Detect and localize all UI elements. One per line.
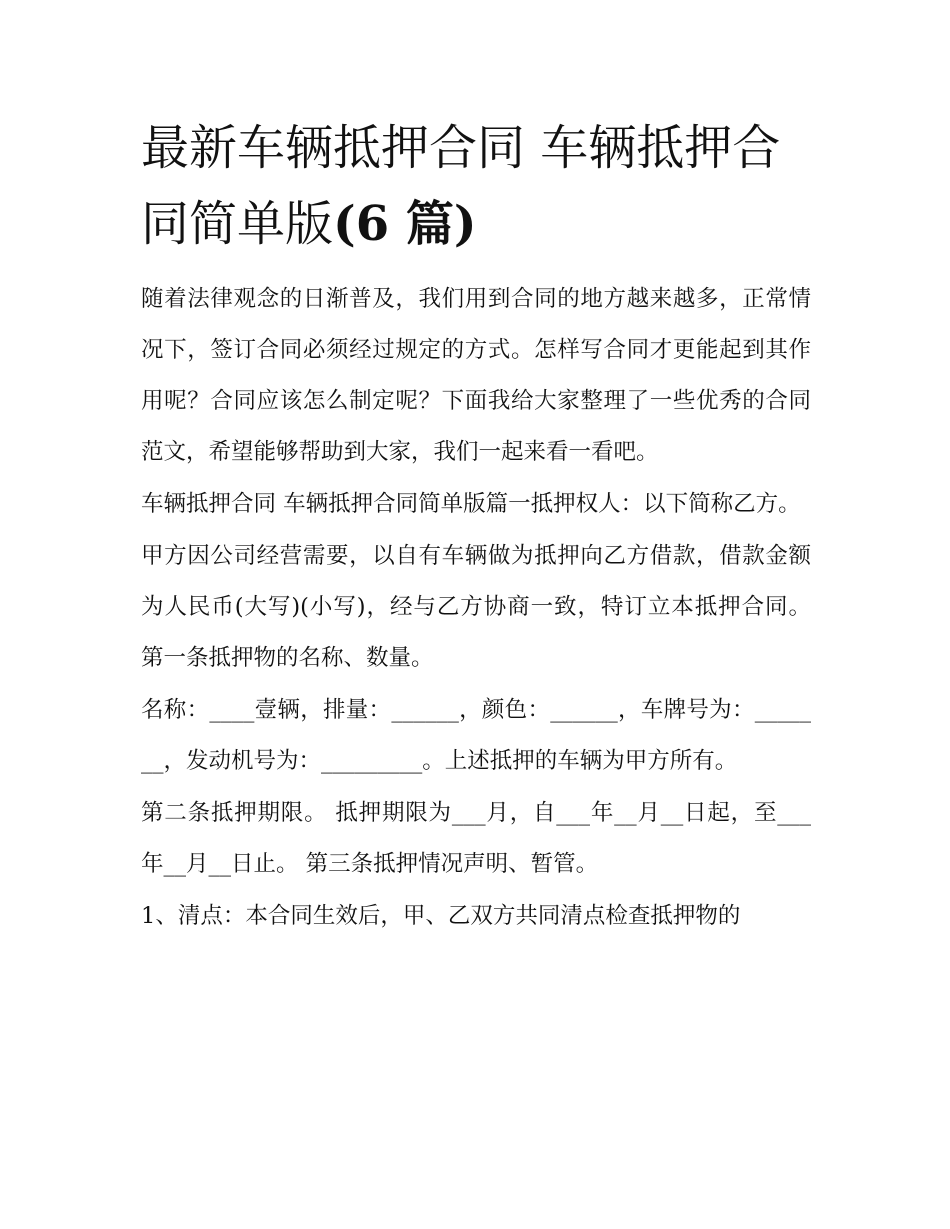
section-heading-paragraph: 车辆抵押合同 车辆抵押合同简单版篇一抵押权人：以下简称乙方。 [141,491,801,517]
vehicle-details-paragraph: 名称：____壹辆，排量：______，颜色：______，车牌号为：_______，发动机号为：_________。上述抵押的车辆为甲方所有。 [141,697,811,774]
document-body [141,110,811,943]
document-title-suffix: (6 篇) [333,196,477,252]
intro-paragraph: 随着法律观念的日渐普及，我们用到合同的地方越来越多，正常情况下，签订合同必须经过规定的方式。怎样写合同才更能起到其作用呢？合同应该怎么制定呢？下面我给大家整理了一些优秀的合同范文，希望能够帮助到大家，我们一起来看一看吧。 [141,286,811,465]
document-title-main: 最新车辆抵押合同 车辆抵押合同简单版 [141,120,781,252]
mortgage-term-paragraph: 第二条抵押期限。 抵押期限为___月，自___年__月__日起，至___年__月__日止。 第三条抵押情况声明、暂管。 [141,800,811,877]
loan-purpose-paragraph: 甲方因公司经营需要，以自有车辆做为抵押向乙方借款，借款金额为人民币(大写)(小写)，经与乙方协商一致，特订立本抵押合同。 第一条抵押物的名称、数量。 [141,543,811,671]
inventory-clause-paragraph: 1、清点：本合同生效后，甲、乙双方共同清点检查抵押物的 [141,903,741,929]
document-title [141,110,811,262]
